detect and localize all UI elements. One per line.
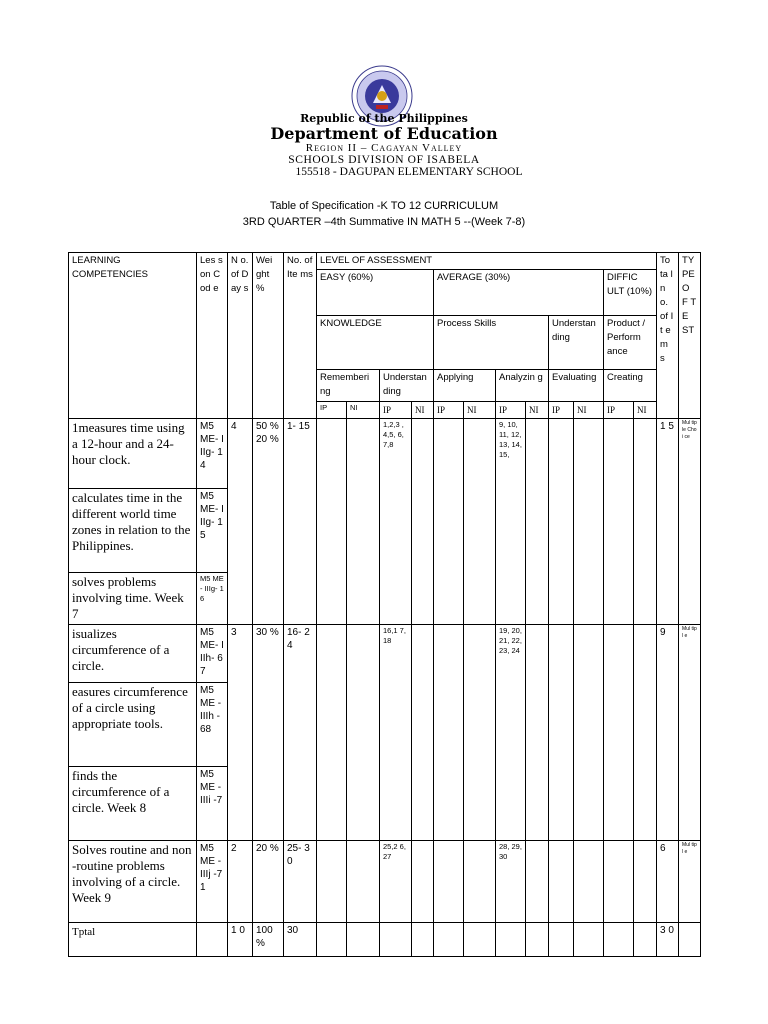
lesson-code-cell: M5 ME - IIIh -68 — [197, 683, 228, 767]
total-weight-cell: 100 % — [253, 923, 284, 957]
empty-cell — [434, 923, 464, 957]
empty-cell — [604, 625, 634, 841]
header-remembering: Rememberi ng — [317, 370, 380, 402]
header-ni: NI — [464, 402, 496, 419]
empty-cell — [679, 923, 701, 957]
items-cell: 16- 24 — [284, 625, 317, 841]
empty-cell — [347, 625, 380, 841]
empty-cell — [526, 923, 549, 957]
lesson-code-cell: M5 ME- IIIh- 67 — [197, 625, 228, 683]
total-row-label: Tptal — [69, 923, 197, 957]
empty-cell — [347, 841, 380, 923]
weight-cell: 20 % — [253, 841, 284, 923]
empty-cell — [526, 841, 549, 923]
header-ip: IP — [434, 402, 464, 419]
empty-cell — [604, 419, 634, 625]
total-cell: 9 — [657, 625, 679, 841]
competency-cell: finds the circumference of a circle. Week 8 — [69, 767, 197, 841]
header-ni: NI — [347, 402, 380, 419]
grand-total-cell: 3 0 — [657, 923, 679, 957]
header-ni: NI — [526, 402, 549, 419]
empty-cell — [464, 419, 496, 625]
header-difficult: DIFFIC ULT (10%) — [604, 270, 657, 316]
empty-cell — [549, 625, 574, 841]
total-cell: 1 5 — [657, 419, 679, 625]
header-ip: IP — [317, 402, 347, 419]
empty-cell — [434, 625, 464, 841]
header-creating: Creating — [604, 370, 657, 402]
analyzing-ip-cell: 9, 10, 11, 12, 13, 14, 15, — [496, 419, 526, 625]
empty-cell — [434, 841, 464, 923]
empty-cell — [317, 419, 347, 625]
empty-cell — [526, 419, 549, 625]
competency-cell: solves problems involving time. Week 7 — [69, 573, 197, 625]
header-ip: IP — [496, 402, 526, 419]
header-average: AVERAGE (30%) — [434, 270, 604, 316]
header-ip: IP — [604, 402, 634, 419]
lesson-code-cell: M5 ME- IIIg- 16 — [197, 573, 228, 625]
empty-cell — [634, 923, 657, 957]
empty-cell — [634, 841, 657, 923]
header-analyzing: Analyzin g — [496, 370, 549, 402]
empty-cell — [317, 625, 347, 841]
header-ip: IP — [380, 402, 412, 419]
header-weight: Wei ght % — [253, 253, 284, 419]
weight-cell: 50 % 20 % — [253, 419, 284, 625]
region-line: Region II – Cagayan Valley — [305, 142, 463, 154]
header-ni: NI — [574, 402, 604, 419]
weight-cell: 30 % — [253, 625, 284, 841]
empty-cell — [412, 841, 434, 923]
empty-cell — [496, 923, 526, 957]
empty-cell — [197, 923, 228, 957]
empty-cell — [380, 923, 412, 957]
lesson-code-cell: M5 ME - IIIi -7 — [197, 767, 228, 841]
header-lesson-code: Les son Cod e — [197, 253, 228, 419]
empty-cell — [464, 841, 496, 923]
empty-cell — [549, 419, 574, 625]
division-line: SCHOOLS DIVISION OF ISABELA — [288, 154, 480, 166]
header-ni: NI — [634, 402, 657, 419]
header-easy: EASY (60%) — [317, 270, 434, 316]
empty-cell — [464, 625, 496, 841]
lesson-code-cell: M5 ME- IIIg- 14 — [197, 419, 228, 489]
type-cell: Mul tipl e — [679, 841, 701, 923]
competency-cell: Solves routine and non -routine problems involving of a circle. Week 9 — [69, 841, 197, 923]
header-type-of-test: TY PE O F TE ST — [679, 253, 701, 419]
header-understanding: Understan ding — [380, 370, 434, 402]
header-level-of-assessment: LEVEL OF ASSESSMENT — [317, 253, 657, 270]
total-cell: 6 — [657, 841, 679, 923]
total-days-cell: 1 0 — [228, 923, 253, 957]
understanding-ip-cell: 16,1 7,18 — [380, 625, 412, 841]
days-cell: 4 — [228, 419, 253, 625]
document-subtitle: 3RD QUARTER –4th Summative IN MATH 5 --(Week 7-8) — [242, 216, 526, 228]
empty-cell — [604, 841, 634, 923]
empty-cell — [347, 419, 380, 625]
header-understanding-top: Understan ding — [549, 316, 604, 370]
empty-cell — [574, 841, 604, 923]
empty-cell — [634, 625, 657, 841]
empty-cell — [434, 419, 464, 625]
items-cell: 25- 30 — [284, 841, 317, 923]
empty-cell — [549, 841, 574, 923]
understanding-ip-cell: 1,2,3 ,4,5, 6,7,8 — [380, 419, 412, 625]
empty-cell — [574, 923, 604, 957]
competency-cell: isualizes circumference of a circle. — [69, 625, 197, 683]
lesson-code-cell: M5 ME- IIIg- 15 — [197, 489, 228, 573]
department-line: Department of Education — [270, 124, 498, 143]
competency-cell: calculates time in the different world time zones in relation to the Philippines. — [69, 489, 197, 573]
empty-cell — [574, 625, 604, 841]
competency-cell: 1measures time using a 12-hour and a 24-hour clock. — [69, 419, 197, 489]
header-ni: NI — [412, 402, 434, 419]
empty-cell — [574, 419, 604, 625]
items-cell: 1- 15 — [284, 419, 317, 625]
type-cell: Mul tipl e — [679, 625, 701, 841]
header-applying: Applying — [434, 370, 496, 402]
empty-cell — [412, 419, 434, 625]
empty-cell — [526, 625, 549, 841]
understanding-ip-cell: 25,2 6,27 — [380, 841, 412, 923]
empty-cell — [317, 841, 347, 923]
document-title: Table of Specification -K TO 12 CURRICULUM — [269, 200, 499, 212]
table-of-specification — [68, 252, 701, 957]
empty-cell — [634, 419, 657, 625]
empty-cell — [549, 923, 574, 957]
header-ip: IP — [549, 402, 574, 419]
header-items: No. of Ite ms — [284, 253, 317, 419]
days-cell: 2 — [228, 841, 253, 923]
analyzing-ip-cell: 28, 29, 30 — [496, 841, 526, 923]
type-cell: Mul tiple Choi ce — [679, 419, 701, 625]
competency-cell: easures circumference of a circle using appropriate tools. — [69, 683, 197, 767]
empty-cell — [317, 923, 347, 957]
header-days: N o. of D ay s — [228, 253, 253, 419]
empty-cell — [347, 923, 380, 957]
school-line: 155518 - DAGUPAN ELEMENTARY SCHOOL — [295, 166, 523, 178]
header-process-skills: Process Skills — [434, 316, 549, 370]
header-knowledge: KNOWLEDGE — [317, 316, 434, 370]
lesson-code-cell: M5 ME - IIIj -71 — [197, 841, 228, 923]
empty-cell — [412, 923, 434, 957]
empty-cell — [464, 923, 496, 957]
republic-line: Republic of the Philippines — [300, 112, 468, 125]
header-total-items: To ta l n o. of It e m s — [657, 253, 679, 419]
header-evaluating: Evaluating — [549, 370, 604, 402]
days-cell: 3 — [228, 625, 253, 841]
header-competencies: LEARNING COMPETENCIES — [69, 253, 197, 419]
empty-cell — [604, 923, 634, 957]
total-items-cell: 30 — [284, 923, 317, 957]
empty-cell — [412, 625, 434, 841]
header-product: Product / Perform ance — [604, 316, 657, 370]
analyzing-ip-cell: 19, 20, 21, 22, 23, 24 — [496, 625, 526, 841]
